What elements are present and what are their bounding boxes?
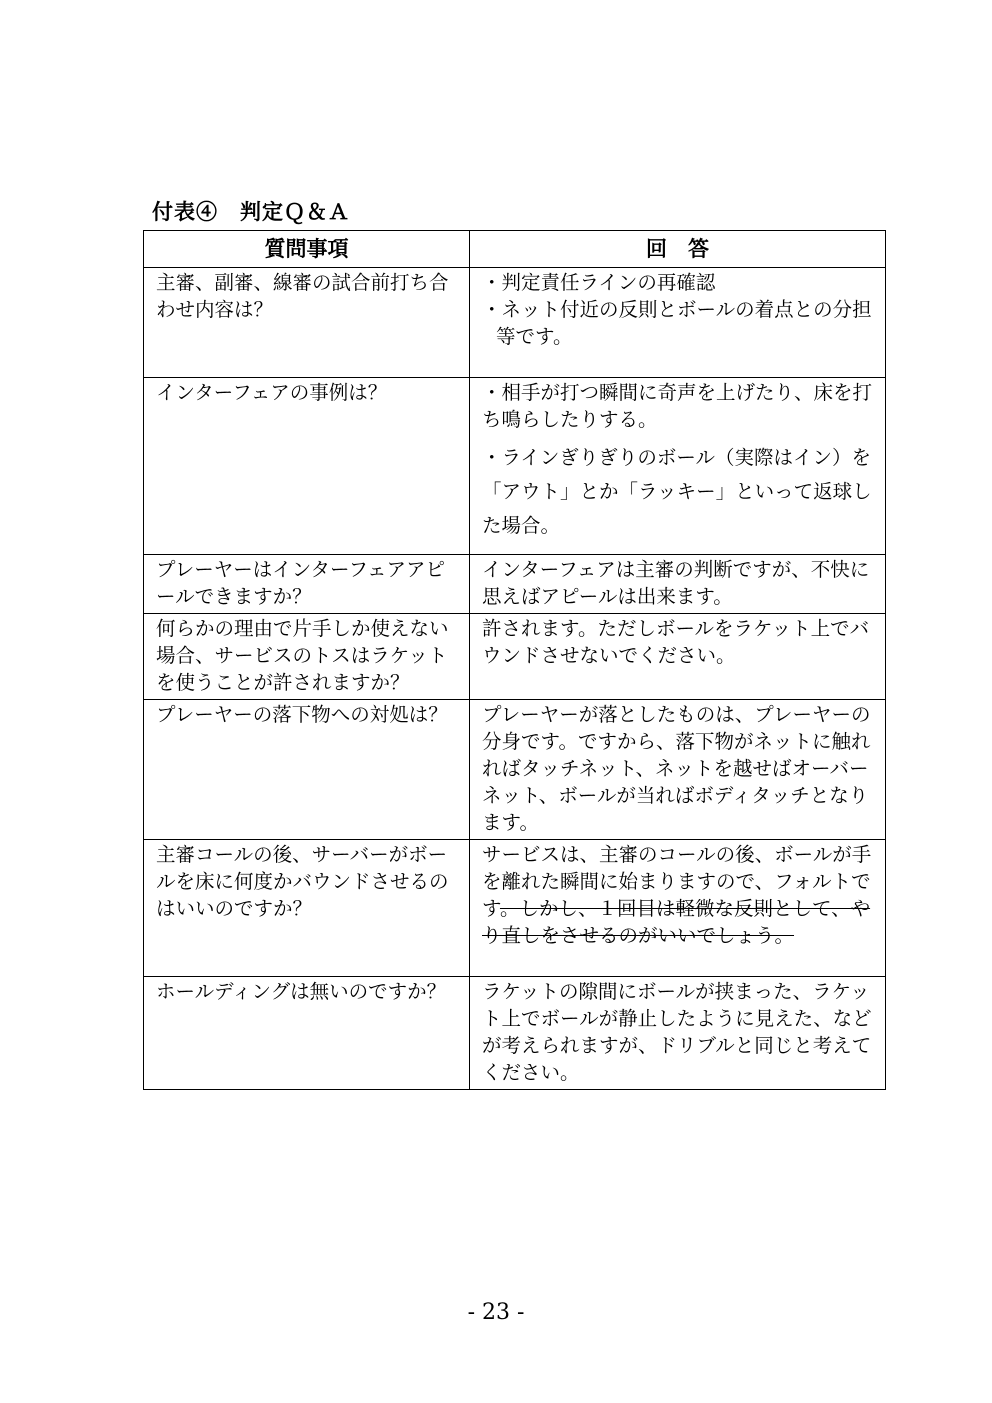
answer-column-header: 回 答 — [470, 231, 886, 268]
answer-cell — [470, 840, 886, 977]
question-cell: 何らかの理由で片手しか使えない場合、サービスのトスはラケットを使うことが許されますか？ — [144, 614, 470, 700]
answer-cell — [470, 268, 886, 378]
table-row — [144, 268, 886, 378]
question-cell: 主審、副審、線審の試合前打ち合わせ内容は？ — [144, 268, 470, 378]
table-row — [144, 555, 886, 614]
answer-line: ・判定責任ラインの再確認 — [482, 271, 716, 294]
answer-cell — [470, 378, 886, 555]
table-header-row — [144, 231, 886, 268]
page-number: - 23 - — [467, 1300, 525, 1325]
question-column-header: 質問事項 — [144, 231, 470, 268]
struck-answer-text: 。しかし、１回目は軽微な反則として、やり直しをさせるのがいいでしょう。 — [482, 897, 871, 947]
answer-cell: ラケットの隙間にボールが挟まった、ラケット上でボールが静止したように見えた、などが考えられますが、ドリブルと同じと考えてください。 — [470, 977, 886, 1090]
page-title: 付表④ 判定Ｑ＆Ａ — [152, 199, 350, 224]
answer-cell: プレーヤーが落としたものは、プレーヤーの分身です。ですから、落下物がネットに触れればタッチネット、ネットを越せばオーバーネット、ボールが当ればボディタッチとなります。 — [470, 700, 886, 840]
answer-line: 等です。 — [496, 325, 573, 348]
answer-line: ・ラインぎりぎりのボール（実際はイン）を「アウト」とか「ラッキー」といって返球した場合。 — [482, 446, 872, 537]
question-cell: プレーヤーはインターフェアアピールできますか？ — [144, 555, 470, 614]
answer-text: サービスは、主審のコールの後、ボールが手を離れた瞬間に始まりますので、フォルトです — [482, 843, 872, 920]
answer-cell: 許されます。ただしボールをラケット上でバウンドさせないでください。 — [470, 614, 886, 700]
answer-line: ・相手が打つ瞬間に奇声を上げたり、床を打ち鳴らしたりする。 — [482, 381, 873, 431]
question-cell: 主審コールの後、サーバーがボールを床に何度かバウンドさせるのはいいのですか？ — [144, 840, 470, 977]
question-cell: ホールディングは無いのですか？ — [144, 977, 470, 1090]
answer-line: ・ネット付近の反則とボールの着点との分担 — [482, 298, 872, 321]
question-cell: プレーヤーの落下物への対処は？ — [144, 700, 470, 840]
table-row — [144, 614, 886, 700]
table-row — [144, 840, 886, 977]
question-cell: インターフェアの事例は？ — [144, 378, 470, 555]
table-row — [144, 700, 886, 840]
qa-table — [143, 230, 886, 1090]
table-row — [144, 378, 886, 555]
answer-cell: インターフェアは主審の判断ですが、不快に思えばアピールは出来ます。 — [470, 555, 886, 614]
table-row — [144, 977, 886, 1090]
